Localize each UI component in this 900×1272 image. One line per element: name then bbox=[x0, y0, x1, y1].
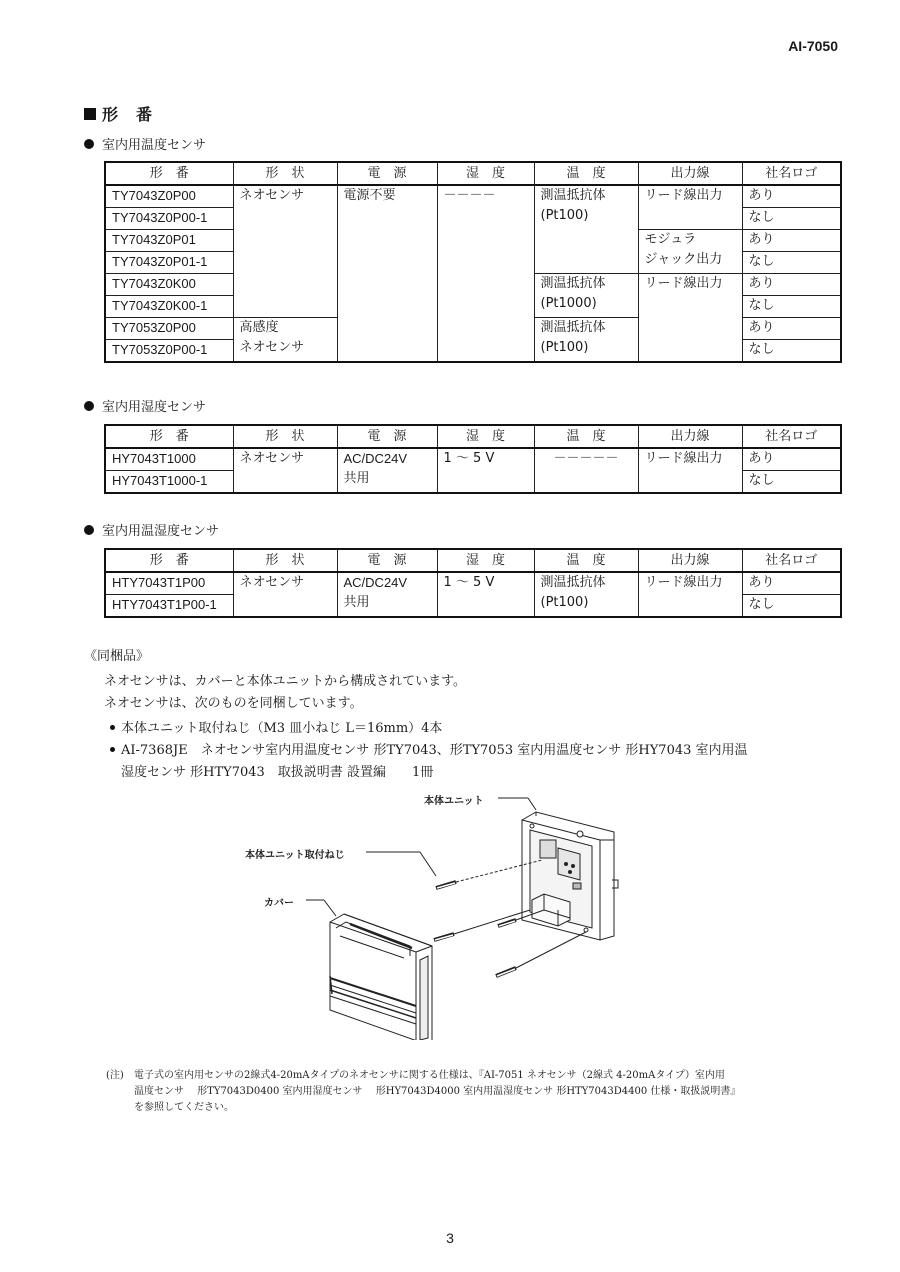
header-model: 形 番 bbox=[105, 549, 233, 572]
header-humidity: 湿 度 bbox=[437, 425, 534, 448]
temperature-cell bbox=[534, 185, 638, 274]
temperature-line: 測温抵抗体 bbox=[540, 188, 606, 203]
shape-line: ネオセンサ bbox=[239, 340, 305, 355]
bundle-paragraph: ネオセンサは、カバーと本体ユニットから構成されています。 bbox=[104, 674, 467, 689]
label-cover: カバー bbox=[264, 898, 294, 909]
header-power: 電 源 bbox=[337, 162, 437, 185]
screw-drawing bbox=[434, 910, 530, 940]
power-line: AC/DC24V bbox=[343, 575, 408, 590]
temp-sensor-title: 室内用温度センサ bbox=[102, 138, 207, 153]
header-power: 電 源 bbox=[337, 425, 437, 448]
table-row bbox=[105, 448, 841, 471]
header-output: 出力線 bbox=[638, 162, 742, 185]
output-cell: リード線出力 bbox=[638, 448, 742, 493]
temperature-line: 測温抵抗体 bbox=[540, 575, 606, 590]
humidity-cell: 1 ～ 5 V bbox=[437, 572, 534, 617]
section-title-text: 形 番 bbox=[102, 105, 154, 124]
model-cell: TY7043Z0P00-1 bbox=[105, 208, 233, 230]
power-cell bbox=[337, 448, 437, 493]
section-title bbox=[84, 102, 153, 125]
header-logo: 社名ロゴ bbox=[742, 425, 841, 448]
bullet-icon bbox=[84, 139, 94, 149]
temperature-line: (Pt100) bbox=[540, 340, 589, 355]
footnote-line: を参照してください。 bbox=[134, 1102, 234, 1113]
header-logo: 社名ロゴ bbox=[742, 549, 841, 572]
table-row bbox=[105, 185, 841, 208]
bullet-icon bbox=[84, 401, 94, 411]
temperature-line: (Pt100) bbox=[540, 208, 589, 223]
table-row bbox=[105, 572, 841, 595]
leader-line bbox=[528, 798, 536, 810]
footnote-line: 温度センサ 形TY7043D0400 室内用湿度センサ 形HY7043D4000 室内用温湿度センサ 形HTY7043D4400 仕様・取扱説明書』 bbox=[134, 1086, 741, 1097]
model-cell: HTY7043T1P00 bbox=[105, 572, 233, 595]
hum-sensor-title: 室内用湿度センサ bbox=[102, 400, 207, 415]
model-cell: TY7043Z0K00-1 bbox=[105, 296, 233, 318]
header-model: 形 番 bbox=[105, 425, 233, 448]
bullet-icon bbox=[84, 525, 94, 535]
logo-cell: あり bbox=[742, 572, 841, 595]
logo-cell: なし bbox=[742, 340, 841, 363]
bundle-title: 《同梱品》 bbox=[84, 649, 150, 664]
header-power: 電 源 bbox=[337, 549, 437, 572]
header-logo: 社名ロゴ bbox=[742, 162, 841, 185]
output-cell bbox=[638, 230, 742, 274]
document-number: AI-7050 bbox=[788, 38, 838, 54]
shape-line: 高感度 bbox=[239, 320, 279, 335]
temperature-cell bbox=[534, 274, 638, 318]
temperature-cell bbox=[534, 572, 638, 617]
logo-cell: あり bbox=[742, 274, 841, 296]
model-cell: TY7053Z0P00 bbox=[105, 318, 233, 340]
temperature-line: (Pt100) bbox=[540, 595, 589, 610]
power-cell bbox=[337, 572, 437, 617]
temperature-line: (Pt1000) bbox=[540, 296, 597, 311]
model-cell: TY7043Z0K00 bbox=[105, 274, 233, 296]
bullet-icon bbox=[110, 747, 115, 752]
model-cell: HY7043T1000-1 bbox=[105, 471, 233, 494]
logo-cell: あり bbox=[742, 185, 841, 208]
temperature-line: 測温抵抗体 bbox=[540, 276, 606, 291]
header-temperature: 温 度 bbox=[534, 162, 638, 185]
power-line: 共用 bbox=[343, 595, 370, 610]
header-model: 形 番 bbox=[105, 162, 233, 185]
list-item-text: AI-7368JE ネオセンサ室内用温度センサ 形TY7043、形TY7053 室内用温度センサ 形HY7043 室内用温 bbox=[121, 743, 748, 758]
header-shape: 形 状 bbox=[233, 549, 337, 572]
table-header-row bbox=[105, 425, 841, 448]
shape-cell bbox=[233, 318, 337, 363]
header-humidity: 湿 度 bbox=[437, 549, 534, 572]
cover-drawing bbox=[330, 914, 432, 1040]
temphum-sensor-heading bbox=[84, 520, 219, 539]
model-cell: TY7043Z0P01-1 bbox=[105, 252, 233, 274]
header-output: 出力線 bbox=[638, 425, 742, 448]
logo-cell: なし bbox=[742, 252, 841, 274]
leader-line bbox=[324, 900, 336, 916]
leader-line bbox=[420, 852, 436, 876]
output-cell: リード線出力 bbox=[638, 185, 742, 230]
hum-sensor-heading bbox=[84, 396, 206, 415]
output-cell: リード線出力 bbox=[638, 274, 742, 363]
shape-cell: ネオセンサ bbox=[233, 448, 337, 493]
label-main-unit: 本体ユニット bbox=[424, 796, 484, 807]
model-cell: HY7043T1000 bbox=[105, 448, 233, 471]
table-header-row bbox=[105, 549, 841, 572]
assembly-diagram bbox=[240, 780, 660, 1040]
logo-cell: あり bbox=[742, 318, 841, 340]
footnote bbox=[106, 1068, 846, 1116]
shape-cell: ネオセンサ bbox=[233, 185, 337, 318]
temperature-cell: －－－－－ bbox=[534, 448, 638, 493]
logo-cell: なし bbox=[742, 208, 841, 230]
square-bullet-icon bbox=[84, 108, 96, 120]
temphum-sensor-table bbox=[104, 548, 842, 618]
shape-cell: ネオセンサ bbox=[233, 572, 337, 617]
label-mounting-screw: 本体ユニット取付ねじ bbox=[245, 850, 345, 861]
model-cell: TY7053Z0P00-1 bbox=[105, 340, 233, 363]
power-line: AC/DC24V bbox=[343, 451, 408, 466]
table-header-row bbox=[105, 162, 841, 185]
logo-cell: なし bbox=[742, 595, 841, 618]
footnote-line: 電子式の室内用センサの2線式4-20mAタイプのネオセンサに関する仕様は、『AI-7051 ネオセンサ（2線式 4-20mAタイプ）室内用 bbox=[134, 1070, 725, 1081]
model-cell: TY7043Z0P01 bbox=[105, 230, 233, 252]
list-item-continuation: 湿度センサ 形HTY7043 取扱説明書 設置編 1冊 bbox=[121, 765, 434, 780]
temperature-cell bbox=[534, 318, 638, 363]
list-item bbox=[110, 717, 442, 736]
power-line: 共用 bbox=[343, 471, 370, 486]
header-humidity: 湿 度 bbox=[437, 162, 534, 185]
main-unit-drawing bbox=[522, 812, 618, 940]
list-item bbox=[110, 739, 748, 758]
temperature-line: 測温抵抗体 bbox=[540, 320, 606, 335]
temp-sensor-table bbox=[104, 161, 842, 363]
model-cell: TY7043Z0P00 bbox=[105, 185, 233, 208]
header-temperature: 温 度 bbox=[534, 549, 638, 572]
header-shape: 形 状 bbox=[233, 425, 337, 448]
logo-cell: あり bbox=[742, 448, 841, 471]
output-line: モジュラ bbox=[644, 232, 697, 247]
page-number: 3 bbox=[446, 1230, 454, 1246]
header-output: 出力線 bbox=[638, 549, 742, 572]
list-item-text: 本体ユニット取付ねじ（M3 皿小ねじ L＝16mm）4本 bbox=[121, 721, 443, 736]
bullet-icon bbox=[110, 725, 115, 730]
model-cell: HTY7043T1P00-1 bbox=[105, 595, 233, 618]
header-temperature: 温 度 bbox=[534, 425, 638, 448]
humidity-cell: －－－－ bbox=[437, 185, 534, 362]
humidity-cell: 1 ～ 5 V bbox=[437, 448, 534, 493]
output-cell: リード線出力 bbox=[638, 572, 742, 617]
logo-cell: なし bbox=[742, 296, 841, 318]
header-shape: 形 状 bbox=[233, 162, 337, 185]
temp-sensor-heading bbox=[84, 134, 206, 153]
hum-sensor-table bbox=[104, 424, 842, 494]
logo-cell: あり bbox=[742, 230, 841, 252]
output-line: ジャック出力 bbox=[644, 252, 723, 267]
power-cell: 電源不要 bbox=[337, 185, 437, 362]
temphum-sensor-title: 室内用温湿度センサ bbox=[102, 524, 220, 539]
screw-drawing bbox=[496, 932, 586, 976]
footnote-label: (注) bbox=[106, 1070, 124, 1081]
logo-cell: なし bbox=[742, 471, 841, 494]
bundle-paragraph: ネオセンサは、次のものを同梱しています。 bbox=[104, 696, 363, 711]
